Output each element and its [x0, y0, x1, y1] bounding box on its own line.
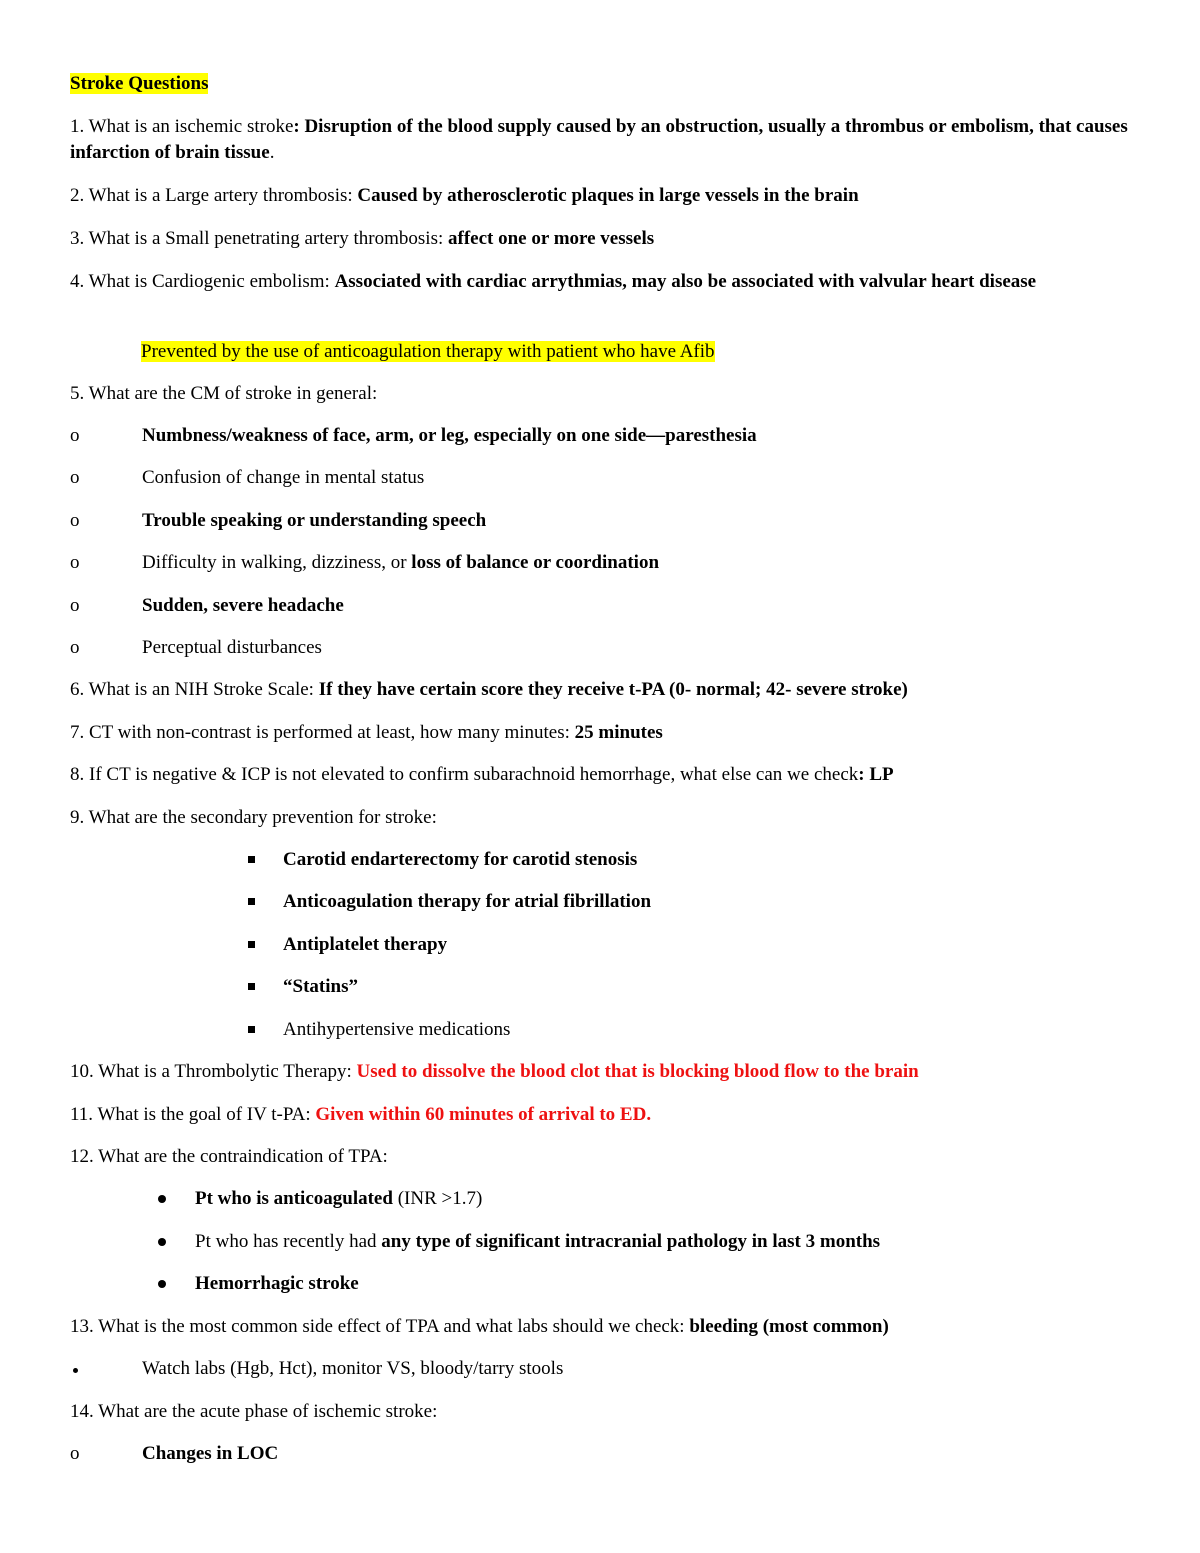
list-marker: o [70, 637, 80, 658]
question-11: 11. What is the goal of IV t-PA: Given within 60 minutes of arrival to ED. [70, 1104, 652, 1125]
list-marker: o [70, 1443, 80, 1464]
bullet-icon [158, 1280, 166, 1288]
bullet-icon [73, 1368, 78, 1373]
question-4-note: Prevented by the use of anticoagulation therapy with patient who have Afib [141, 341, 715, 362]
question-14: 14. What are the acute phase of ischemic stroke: [70, 1401, 438, 1422]
list-marker: o [70, 467, 80, 488]
bullet-icon [158, 1195, 166, 1203]
question-4: 4. What is Cardiogenic embolism: Associated with cardiac arrythmias, may also be associated with valvular heart disease [70, 271, 1037, 292]
question-10: 10. What is a Thrombolytic Therapy: Used to dissolve the blood clot that is blocking blood flow to the brain [70, 1061, 919, 1082]
document-title: Stroke Questions [70, 73, 209, 94]
list-marker: o [70, 552, 80, 573]
question-3: 3. What is a Small penetrating artery thrombosis: affect one or more vessels [70, 228, 655, 249]
document-page: Stroke Questions 1. What is an ischemic stroke: Disruption of the blood supply caused by an obstruction, usually a thrombus or embolism, that causes infarction of brain tissue. 2. What is a Large artery thrombosis: Caused by atherosclerotic plaques in large vessels in the brain 3. What is a Small penetrating artery thrombosis: affect one or more vessels 4. What is Cardiogenic embolism: Associated with cardiac arrythmias, may also be associated with valvular heart disease Prevented by the use of anticoagulation therapy with patient who have Afib 5. What are the CM of stroke in general: o Numbness/weakness of face, arm, or leg, especially on one side—paresthesia o Confusion of change in mental status o Trouble speaking or understanding speech o Difficulty in walking, dizziness, or loss of balance or coordination o Sudden, severe headache o Perceptual disturbances 6. What is an NIH Stroke Scale: If they have certain score they receive t-PA (0- normal; 42- severe stroke) 7. CT with non-contrast is performed at least, how many minutes: 25 minutes 8. If CT is negative & ICP is not elevated to confirm subarachnoid hemorrhage, what else can we check: LP 9. What are the secondary prevention for stroke: Carotid endarterectomy for carotid stenosis Anticoagulation therapy for atrial fibrillation Antiplatelet therapy “Statins” Antihypertensive medications 10. What is a Thrombolytic Therapy: Used to dissolve the blood clot that is blocking blood flow to the brain 11. What is the goal of IV t-PA: Given within 60 minutes of arrival to ED. 12. What are the contraindication of TPA: Pt who is anticoagulated (INR >1.7) Pt who has recently had any type of significant intracranial pathology in last 3 months Hemorrhagic stroke 13. What is the most common side effect of TPA and what labs should we check: bleeding (most common) Watch labs (Hgb, Hct), monitor VS, bloody/tarry stools 14. What are the acute phase of ischemic stroke: o Changes in LOC [0, 0, 1200, 1553]
square-bullet-icon [248, 983, 255, 990]
question-13: 13. What is the most common side effect of TPA and what labs should we check: bleeding (most common) [70, 1316, 889, 1337]
list-marker: o [70, 595, 80, 616]
question-12: 12. What are the contraindication of TPA: [70, 1146, 388, 1167]
list-marker: o [70, 425, 80, 446]
question-2: 2. What is a Large artery thrombosis: Caused by atherosclerotic plaques in large vessels in the brain [70, 185, 859, 206]
question-5: 5. What are the CM of stroke in general: [70, 383, 378, 404]
question-8: 8. If CT is negative & ICP is not elevated to confirm subarachnoid hemorrhage, what else can we check: LP [70, 764, 894, 785]
bullet-icon [158, 1238, 166, 1246]
square-bullet-icon [248, 898, 255, 905]
square-bullet-icon [248, 856, 255, 863]
question-1: 1. What is an ischemic stroke: Disruption of the blood supply caused by an obstruction, usually a thrombus or embolism, that causes infarction of brain tissue. [70, 116, 1128, 163]
square-bullet-icon [248, 941, 255, 948]
question-9: 9. What are the secondary prevention for stroke: [70, 807, 437, 828]
question-7: 7. CT with non-contrast is performed at least, how many minutes: 25 minutes [70, 722, 663, 743]
list-marker: o [70, 510, 80, 531]
question-6: 6. What is an NIH Stroke Scale: If they have certain score they receive t-PA (0- normal; 42- severe stroke) [70, 679, 908, 700]
square-bullet-icon [248, 1026, 255, 1033]
